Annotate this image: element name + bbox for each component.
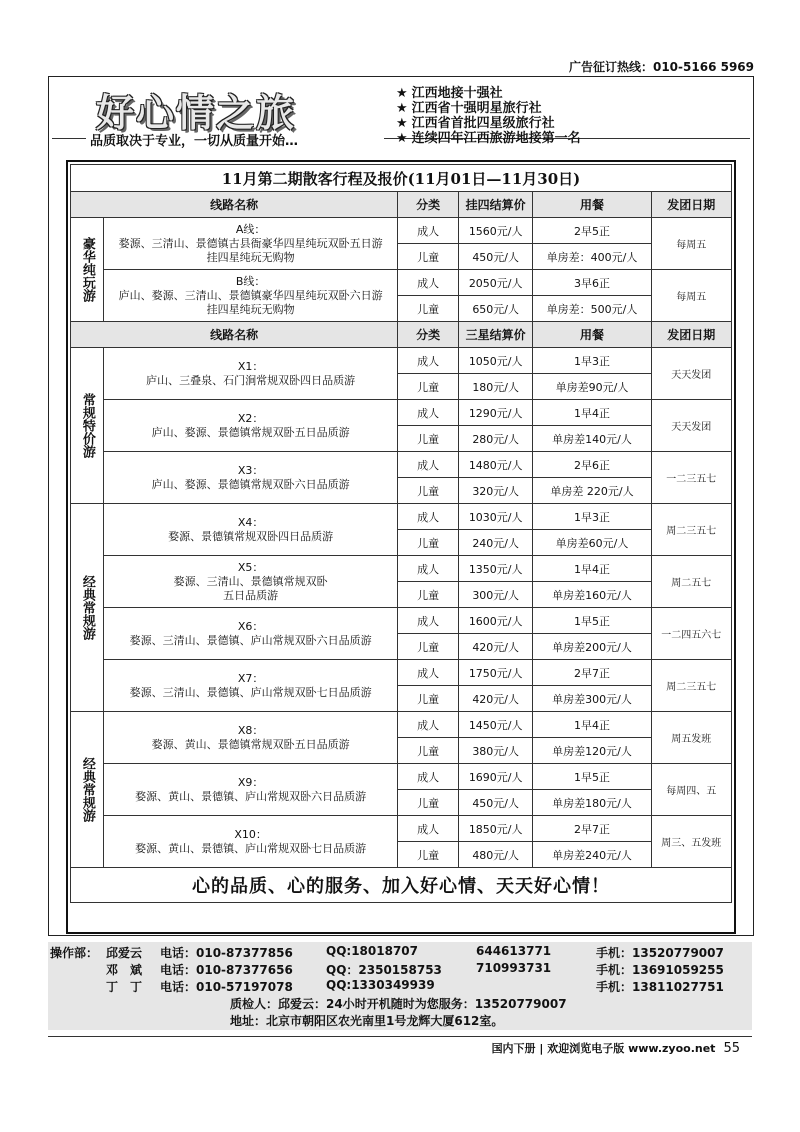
price-adult: 1030元/人 [458,504,533,530]
slogan-line-left [52,138,86,139]
table-header-row [71,322,732,348]
contact-mobile: 手机：13691059255 [596,963,724,977]
single-room-supplement: 单房差 220元/人 [533,478,651,504]
table-header-row [71,192,732,218]
tour-table [70,164,732,903]
single-room-supplement: 单房差240元/人 [533,842,651,868]
price-child: 240元/人 [458,530,533,556]
table-row [71,452,732,478]
route-cell [103,712,398,764]
header-date: 发团日期 [651,192,731,218]
header-price: 三星结算价 [458,322,533,348]
price-adult: 1560元/人 [458,218,533,244]
single-room-supplement: 单房差200元/人 [533,634,651,660]
category-adult: 成人 [398,270,459,296]
route-name: 庐山、婺源、景德镇常规双卧六日品质游 [151,477,350,491]
table-row [71,400,732,426]
category-child: 儿童 [398,686,459,712]
price-adult: 1600元/人 [458,608,533,634]
departure-date: 周二三五七 [651,504,731,556]
price-adult: 1350元/人 [458,556,533,582]
page-footer [492,1040,740,1056]
price-adult: 1450元/人 [458,712,533,738]
price-child: 420元/人 [458,686,533,712]
route-note: 挂四星纯玩无购物 [206,302,295,316]
price-adult: 1290元/人 [458,400,533,426]
departure-date: 周二五七 [651,556,731,608]
honor-item [396,86,581,101]
route-code: X8： [237,723,264,737]
ad-hotline: 广告征订热线：010-5166 5969 [568,60,754,74]
table-row [71,816,732,842]
category-child: 儿童 [398,530,459,556]
price-child: 650元/人 [458,296,533,322]
category-adult: 成人 [398,660,459,686]
route-cell [103,218,398,270]
brand-slogan: 品质取决于专业，一切从质量开始… [90,134,299,149]
page-number: 55 [723,1041,740,1056]
contact-phone: 电话：010-87377656 [160,963,293,977]
price-adult: 1050元/人 [458,348,533,374]
single-room-supplement: 单房差140元/人 [533,426,651,452]
footer-slogan-row [71,868,732,903]
route-name: 婺源、三清山、景德镇、庐山常规双卧六日品质游 [129,633,372,647]
single-room-supplement: 单房差120元/人 [533,738,651,764]
single-room-supplement: 单房差160元/人 [533,582,651,608]
route-name: 婺源、黄山、景德镇常规双卧五日品质游 [151,737,350,751]
category-child: 儿童 [398,478,459,504]
group-label-text: 经典常规游 [79,757,95,822]
group-label-text: 经典常规游 [79,575,95,640]
group-label [71,348,104,504]
price-child: 450元/人 [458,790,533,816]
route-code: X10： [234,827,267,841]
route-cell [103,452,398,504]
header-category: 分类 [398,192,459,218]
price-child: 320元/人 [458,478,533,504]
table-row [71,712,732,738]
header-category: 分类 [398,322,459,348]
category-child: 儿童 [398,634,459,660]
contact-phone: 电话：010-87377856 [160,946,293,960]
footer-slogan: 心的品质、心的服务、加入好心情、天天好心情！ [71,868,732,903]
header-meal: 用餐 [533,192,651,218]
contact-phone: 电话：010-57197078 [160,980,293,994]
route-cell [103,504,398,556]
category-adult: 成人 [398,504,459,530]
price-child: 300元/人 [458,582,533,608]
meal-info: 1早4正 [533,556,651,582]
departure-date: 每周五 [651,218,731,270]
route-name: 婺源、黄山、景德镇、庐山常规双卧六日品质游 [135,789,367,803]
contact-name: 邱爱云 [106,946,143,960]
contact-block [48,942,752,1030]
departure-date: 每周四、五 [651,764,731,816]
route-cell [103,348,398,400]
contact-qq: QQ：2350158753 [326,963,442,977]
route-name: 婺源、三清山、景德镇古县衙豪华四星纯玩双卧五日游 [118,236,383,250]
honor-item [396,116,581,131]
address-line: 地址：北京市朝阳区农光南里1号龙辉大厦612室。 [230,1014,504,1028]
price-child: 180元/人 [458,374,533,400]
meal-info: 2早7正 [533,660,651,686]
single-room-supplement: 单房差：400元/人 [533,244,651,270]
route-name: 婺源、三清山、景德镇、庐山常规双卧七日品质游 [129,685,372,699]
single-room-supplement: 单房差60元/人 [533,530,651,556]
honors-list [396,86,581,146]
price-child: 450元/人 [458,244,533,270]
meal-info: 1早4正 [533,712,651,738]
honor-text: 连续四年江西旅游地接第一名 [411,131,581,146]
route-code: A线： [235,222,266,236]
meal-info: 1早5正 [533,764,651,790]
honor-item [396,131,581,146]
category-adult: 成人 [398,608,459,634]
header-route: 线路名称 [71,192,398,218]
contact-name: 丁 丁 [106,980,143,994]
category-child: 儿童 [398,374,459,400]
contact-qq2: 644613771 [476,944,552,958]
meal-info: 1早3正 [533,504,651,530]
departure-date: 周五发班 [651,712,731,764]
meal-info: 1早5正 [533,608,651,634]
meal-info: 1早3正 [533,348,651,374]
category-child: 儿童 [398,582,459,608]
route-name: 庐山、三叠泉、石门涧常规双卧四日品质游 [146,373,356,387]
contact-qq: QQ:18018707 [326,944,418,958]
category-child: 儿童 [398,790,459,816]
brand-title: 好心情之旅 [96,90,297,135]
meal-info: 1早4正 [533,400,651,426]
category-adult: 成人 [398,816,459,842]
group-label [71,712,104,868]
price-child: 480元/人 [458,842,533,868]
table-row [71,660,732,686]
meal-info: 3早6正 [533,270,651,296]
price-child: 280元/人 [458,426,533,452]
route-cell [103,400,398,452]
route-code: X1： [237,359,264,373]
departure-date: 天天发团 [651,348,731,400]
header-meal: 用餐 [533,322,651,348]
contact-qq: QQ:1330349939 [326,978,435,992]
table-row [71,556,732,582]
route-cell [103,660,398,712]
star-icon: ★ [396,116,408,131]
departure-date: 每周五 [651,270,731,322]
table-row [71,504,732,530]
category-adult: 成人 [398,400,459,426]
route-code: X5： [237,560,264,574]
price-adult: 1850元/人 [458,816,533,842]
category-adult: 成人 [398,764,459,790]
footer-text: 国内下册 | 欢迎浏览电子版 www.zyoo.net [491,1042,716,1055]
price-child: 380元/人 [458,738,533,764]
route-name: 庐山、婺源、三清山、景德镇豪华四星纯玩双卧六日游 [118,288,383,302]
table-row [71,764,732,790]
route-cell [103,556,398,608]
header-route: 线路名称 [71,322,398,348]
route-code: X4： [237,515,264,529]
price-child: 420元/人 [458,634,533,660]
star-icon: ★ [396,86,408,101]
dept-label: 操作部： [50,946,99,960]
route-name: 庐山、婺源、景德镇常规双卧五日品质游 [151,425,350,439]
contact-mobile: 手机：13811027751 [596,980,724,994]
inspector-line: 质检人：邱爱云：24小时开机随时为您服务：13520779007 [230,997,567,1011]
departure-date: 周三、五发班 [651,816,731,868]
group-label [71,504,104,712]
category-adult: 成人 [398,218,459,244]
single-room-supplement: 单房差180元/人 [533,790,651,816]
route-cell [103,764,398,816]
meal-info: 2早7正 [533,816,651,842]
category-adult: 成人 [398,348,459,374]
price-adult: 2050元/人 [458,270,533,296]
header-date: 发团日期 [651,322,731,348]
meal-info: 2早5正 [533,218,651,244]
table-row [71,348,732,374]
single-room-supplement: 单房差90元/人 [533,374,651,400]
table-row [71,218,732,244]
group-label [71,218,104,322]
group-label-text: 常规特价游 [79,393,95,458]
route-name: 婺源、景德镇常规双卧四日品质游 [168,529,334,543]
category-adult: 成人 [398,556,459,582]
honor-item [396,101,581,116]
price-adult: 1690元/人 [458,764,533,790]
honor-text: 江西省十强明星旅行社 [411,101,542,116]
route-code: X6： [237,619,264,633]
category-child: 儿童 [398,296,459,322]
group-label-text: 豪华纯玩游 [79,237,95,302]
contact-name: 邓 斌 [106,963,143,977]
category-adult: 成人 [398,712,459,738]
single-room-supplement: 单房差300元/人 [533,686,651,712]
route-note: 挂四星纯玩无购物 [206,250,295,264]
star-icon: ★ [396,131,408,146]
category-child: 儿童 [398,842,459,868]
category-child: 儿童 [398,426,459,452]
honor-text: 江西地接十强社 [411,86,503,101]
price-adult: 1480元/人 [458,452,533,478]
route-name: 婺源、黄山、景德镇、庐山常规双卧七日品质游 [135,841,367,855]
route-code: X7： [237,671,264,685]
meal-info: 2早6正 [533,452,651,478]
category-child: 儿童 [398,738,459,764]
route-cell [103,270,398,322]
bottom-rule [48,1036,752,1037]
star-icon: ★ [396,101,408,116]
header-price: 挂四结算价 [458,192,533,218]
table-row [71,270,732,296]
route-cell [103,608,398,660]
departure-date: 天天发团 [651,400,731,452]
table-row [71,608,732,634]
route-code: B线： [235,274,266,288]
category-adult: 成人 [398,452,459,478]
route-code: X2： [237,411,264,425]
category-child: 儿童 [398,244,459,270]
route-note: 五日品质游 [223,588,279,602]
route-code: X9： [237,775,264,789]
table-title: 11月第二期散客行程及报价(11月01日—11月30日) [71,165,732,192]
honor-text: 江西省首批四星级旅行社 [411,116,555,131]
route-name: 婺源、三清山、景德镇常规双卧 [173,574,328,588]
departure-date: 一二三五七 [651,452,731,504]
single-room-supplement: 单房差：500元/人 [533,296,651,322]
departure-date: 一二四五六七 [651,608,731,660]
departure-date: 周二三五七 [651,660,731,712]
route-code: X3： [237,463,264,477]
contact-qq2: 710993731 [476,961,552,975]
price-adult: 1750元/人 [458,660,533,686]
table-title-row [71,165,732,192]
route-cell [103,816,398,868]
contact-mobile: 手机：13520779007 [596,946,724,960]
